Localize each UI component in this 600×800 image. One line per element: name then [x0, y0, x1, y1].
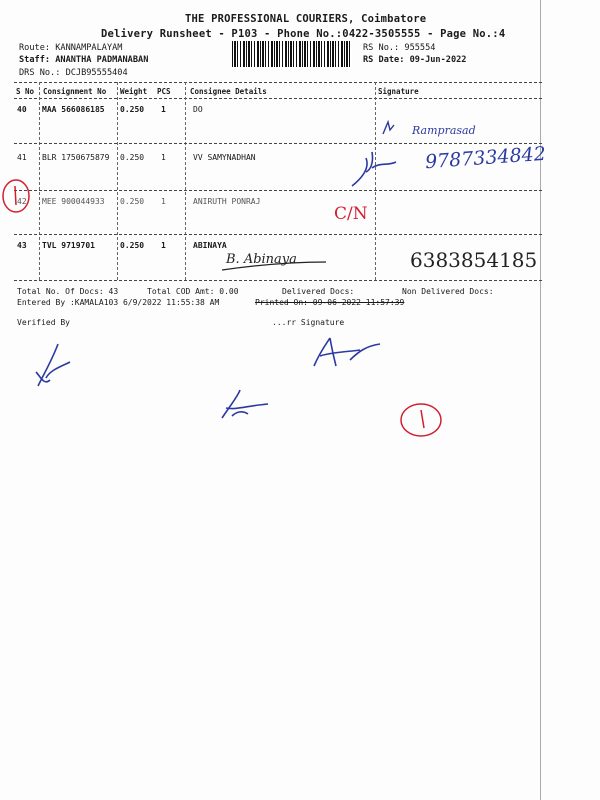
staff-value: ANANTHA PADMANABAN — [55, 55, 149, 65]
row-pcs: 1 — [161, 197, 166, 206]
signature-middle — [222, 390, 268, 418]
runsheet-title: Delivery Runsheet - P103 - Phone No.:0422-3505555 - Page No.:4 — [101, 28, 506, 40]
printed-on-text: Printed On: 09-06-2022 11:57:39 — [255, 298, 405, 307]
signature-row41 — [352, 152, 396, 186]
verified-by: Verified By — [17, 318, 70, 327]
handwritten-phone-row43: 6383854185 — [410, 248, 538, 272]
row-consignee: DO — [193, 105, 203, 114]
handwritten-phone-row41: 9787334842 — [424, 142, 547, 174]
row-pcs: 1 — [161, 105, 166, 114]
signature-label: ...rr Signature — [272, 318, 345, 327]
row-weight: 0.250 — [120, 153, 145, 162]
row-pcs: 1 — [161, 241, 166, 250]
delivered-docs: Delivered Docs: — [282, 287, 355, 296]
row-sno: 42 — [17, 197, 27, 206]
signature-right — [314, 338, 380, 366]
total-cod: Total COD Amt: 0.00 — [147, 287, 239, 296]
col-consignment: Consignment No — [43, 87, 107, 96]
row-sno: 43 — [17, 241, 27, 250]
signature-verified — [36, 344, 70, 386]
row-consignee: VV SAMYNADHAN — [193, 153, 256, 162]
total-docs: Total No. Of Docs: 43 — [17, 287, 119, 296]
route-text: Route: KANNAMPALAYAM — [19, 43, 123, 53]
col-consignee: Consignee Details — [190, 87, 267, 96]
row-consignee: ABINAYA — [193, 241, 227, 250]
handwritten-note-row42: C/N — [334, 204, 368, 224]
row-sno: 41 — [17, 153, 27, 162]
drs-number: DRS No.: DCJB95555404 — [19, 68, 128, 78]
signature-row40 — [383, 122, 394, 134]
col-sno: S No — [16, 87, 35, 96]
non-delivered-docs: Non Delivered Docs: — [402, 287, 494, 296]
row-weight: 0.250 — [120, 105, 145, 114]
row-sno: 40 — [17, 105, 27, 114]
signature-row43 — [222, 262, 326, 270]
red-circle-mark-stroke — [15, 186, 16, 205]
red-circle-mark-bottom — [401, 404, 441, 436]
entered-by: Entered By :KAMALA103 6/9/2022 11:55:38 AM — [17, 298, 220, 307]
col-signature: Signature — [378, 87, 419, 96]
staff-label: Staff: — [19, 55, 51, 65]
red-circle-mark-bottom-stroke — [421, 410, 424, 428]
row-pcs: 1 — [161, 153, 166, 162]
row-consignment: BLR 1750675879 — [42, 153, 110, 162]
rs-date: RS Date: 09-Jun-2022 — [363, 55, 467, 65]
row-consignment: MEE 900044933 — [42, 197, 105, 206]
row-consignee: ANIRUTH PONRAJ — [193, 197, 261, 206]
col-pcs: PCS — [157, 87, 171, 96]
row-weight: 0.250 — [120, 197, 145, 206]
row-consignment: TVL 9719701 — [42, 241, 95, 250]
row-weight: 0.250 — [120, 241, 145, 250]
company-title: THE PROFESSIONAL COURIERS, Coimbatore — [185, 13, 427, 25]
handwritten-name-row43: B. Abinaya — [226, 252, 297, 267]
rs-number: RS No.: 955554 — [363, 43, 436, 53]
handwritten-name-row40: Ramprasad — [412, 124, 476, 137]
col-weight: Weight — [120, 87, 148, 96]
row-consignment: MAA 566086185 — [42, 105, 105, 114]
